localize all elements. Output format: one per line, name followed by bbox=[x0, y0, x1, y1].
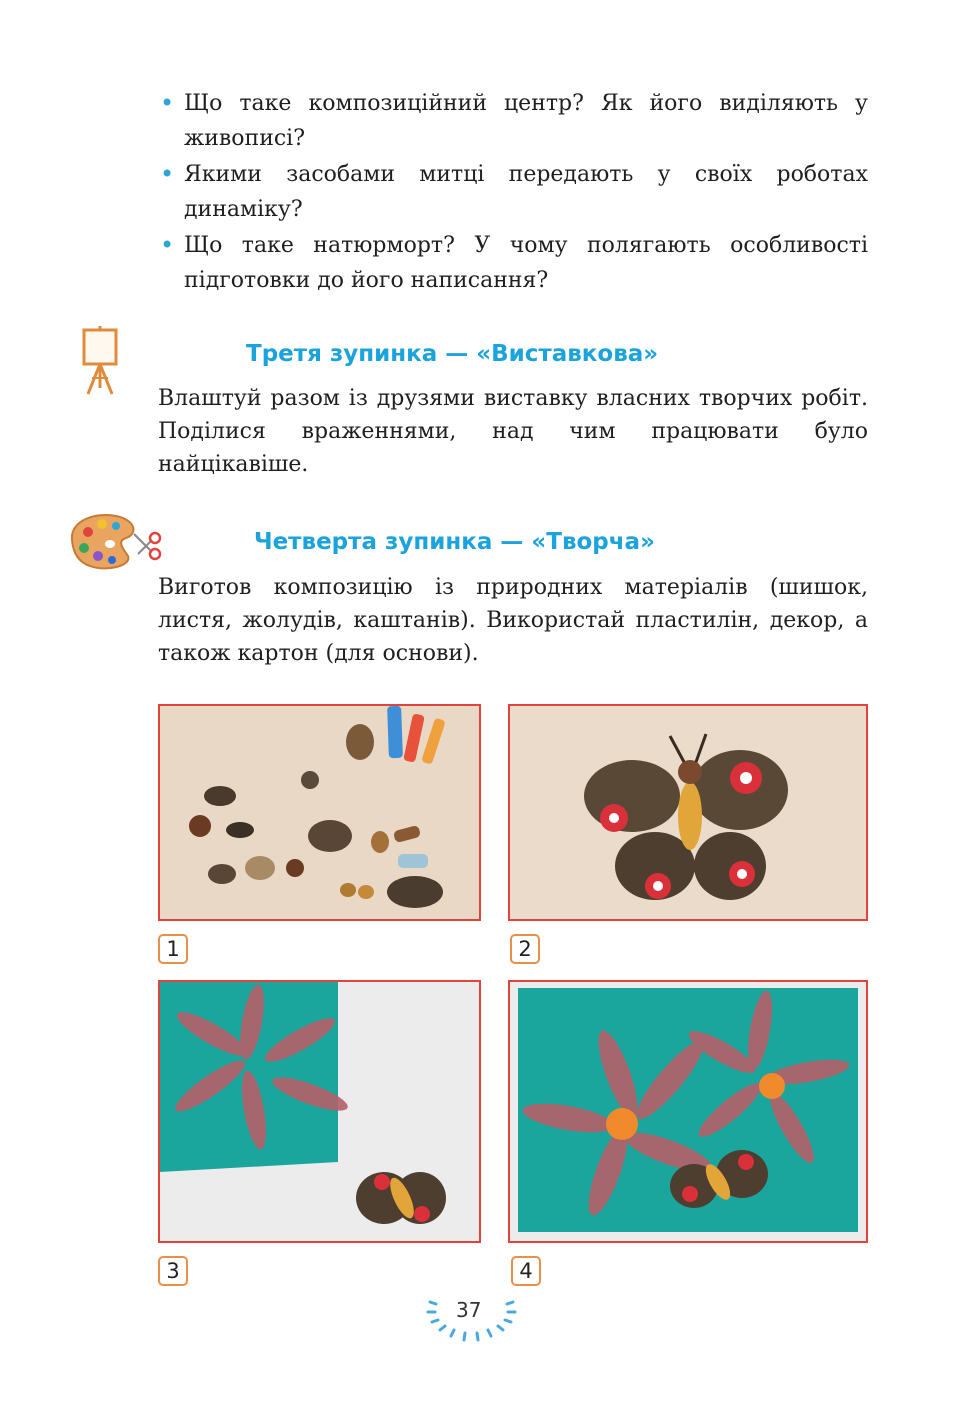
section3-title: Третя зупинка — «Виставкова» bbox=[246, 341, 659, 367]
easel-icon bbox=[80, 326, 120, 400]
photo-materials bbox=[158, 704, 481, 921]
photo-label: 3 bbox=[158, 1256, 188, 1286]
bullet-dot: • bbox=[160, 231, 175, 259]
section4-title: Четверта зупинка — «Творча» bbox=[254, 529, 655, 555]
page-number: 37 bbox=[456, 1298, 482, 1322]
question-item bbox=[158, 228, 868, 298]
photo-label: 2 bbox=[510, 934, 540, 964]
photo-leaf-star bbox=[158, 980, 481, 1243]
section4-text: Виготов композицію із природних матеріалів (шишок, листя, жолудів, каштанів). Використай пластилін, декор, а також картон (для основи). bbox=[158, 575, 868, 666]
question-text: Що таке композиційний центр? Як його виділяють у живописі? bbox=[184, 91, 868, 151]
question-item bbox=[158, 157, 868, 227]
question-text: Що таке натюрморт? У чому полягають особливості підготовки до його написання? bbox=[184, 233, 868, 293]
bullet-dot: • bbox=[160, 160, 175, 188]
palette-scissors-icon bbox=[66, 510, 166, 576]
question-item bbox=[158, 86, 868, 156]
photo-butterfly bbox=[508, 704, 868, 921]
bullet-dot: • bbox=[160, 89, 175, 117]
question-text: Якими засобами митці передають у своїх роботах динаміку? bbox=[184, 162, 868, 222]
section3-text: Влаштуй разом із друзями виставку власних творчих робіт. Поділися враженнями, над чим працювати було найцікавіше. bbox=[158, 386, 868, 477]
photo-composition bbox=[508, 980, 868, 1243]
question-list bbox=[158, 86, 868, 299]
photo-label: 4 bbox=[511, 1256, 541, 1286]
photo-label: 1 bbox=[158, 934, 188, 964]
